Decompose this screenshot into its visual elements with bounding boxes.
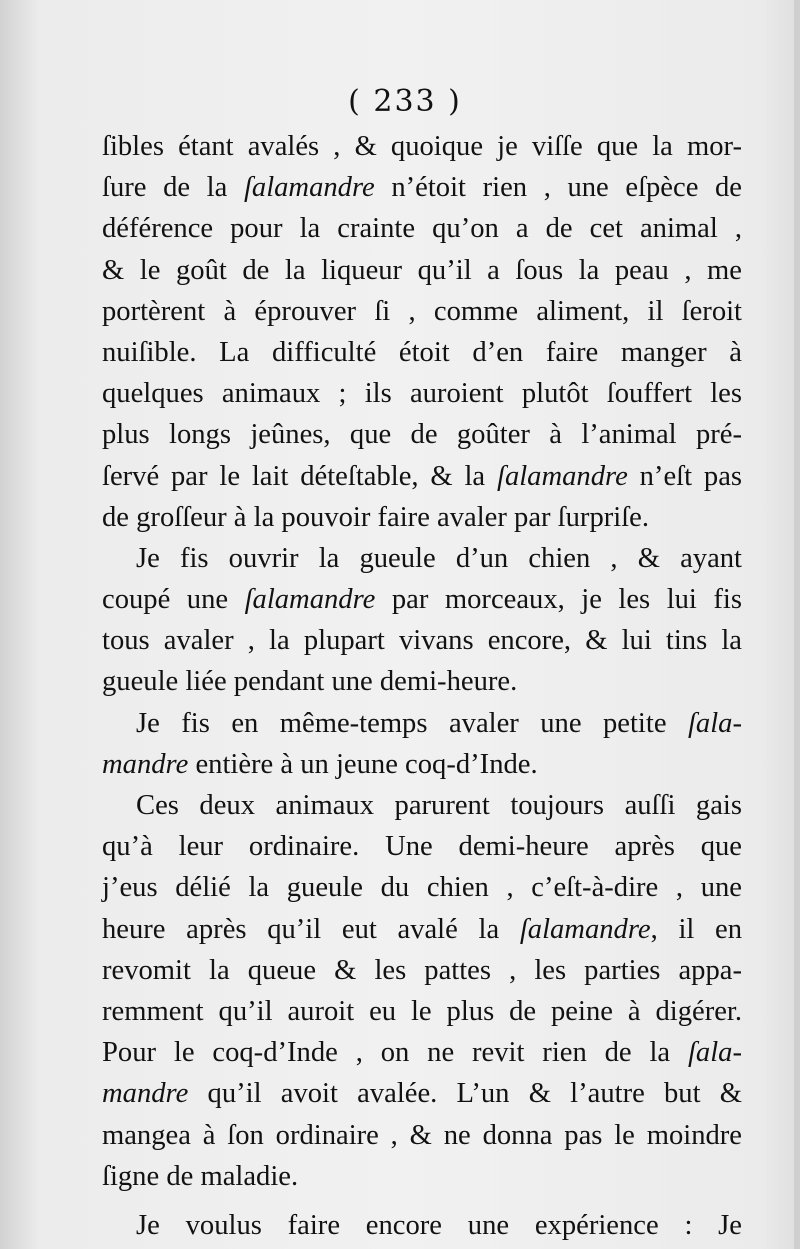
text-line: coupé une ſalamandre par morceaux, je les lui fis	[102, 584, 742, 616]
text-line: Ces deux animaux parurent toujours auſſi gais	[136, 790, 742, 821]
text-line: ſigne de maladie.	[102, 1160, 299, 1192]
text-line: Je fis en même-temps avaler une petite ſala-	[136, 707, 742, 739]
page-number: ( 233 )	[348, 84, 462, 119]
text-line: j’eus délié la gueule du chien , c’eſt-à-dire , une	[102, 872, 742, 904]
page-edge	[794, 0, 800, 1249]
text-line: plus longs jeûnes, que de goûter à l’animal pré-	[102, 419, 742, 451]
text-line: heure après qu’il eut avalé la ſalamandre, il en	[102, 913, 743, 945]
text-line: nuiſible. La difficulté étoit d’en faire manger à	[102, 336, 742, 368]
text-line: de groſſeur à la pouvoir faire avaler par ſurpriſe.	[102, 501, 649, 533]
body-text	[102, 126, 742, 1246]
text-line: ſervé par le lait déteſtable, & la ſalamandre n’eſt pas	[102, 460, 743, 492]
text-line: mangea à ſon ordinaire , & ne donna pas le moindre	[102, 1119, 742, 1151]
text-line: Pour le coq-d’Inde , on ne revit rien de la ſala-	[102, 1037, 742, 1069]
text-line: déférence pour la crainte qu’on a de cet animal ,	[102, 213, 742, 245]
text-line: revomit la queue & les pattes , les parties appa-	[102, 954, 742, 986]
text-line: mandre entière à un jeune coq-d’Inde.	[102, 748, 538, 780]
text-line: Je fis ouvrir la gueule d’un chien , & ayant	[136, 542, 742, 574]
text-line: Je voulus faire encore une expérience : Je	[136, 1209, 742, 1241]
text-line: portèrent à éprouver ſi , comme aliment, il ſeroit	[102, 295, 742, 327]
text-line: quelques animaux ; ils auroient plutôt ſouffert les	[102, 378, 742, 410]
text-line: tous avaler , la plupart vivans encore, & lui tins la	[102, 625, 742, 657]
text-line: ſibles étant avalés , & quoique je viſſe que la mor-	[102, 131, 742, 162]
text-line: remment qu’il auroit eu le plus de peine à digérer.	[102, 995, 742, 1027]
text-line: qu’à leur ordinaire. Une demi-heure après que	[102, 831, 742, 863]
text-line: mandre qu’il avoit avalée. L’un & l’autre but &	[102, 1078, 742, 1110]
text-line: gueule liée pendant une demi-heure.	[102, 666, 518, 698]
text-line: & le goût de la liqueur qu’il a ſous la peau , me	[102, 254, 742, 286]
text-line: ſure de la ſalamandre n’étoit rien , une eſpèce de	[102, 172, 742, 204]
